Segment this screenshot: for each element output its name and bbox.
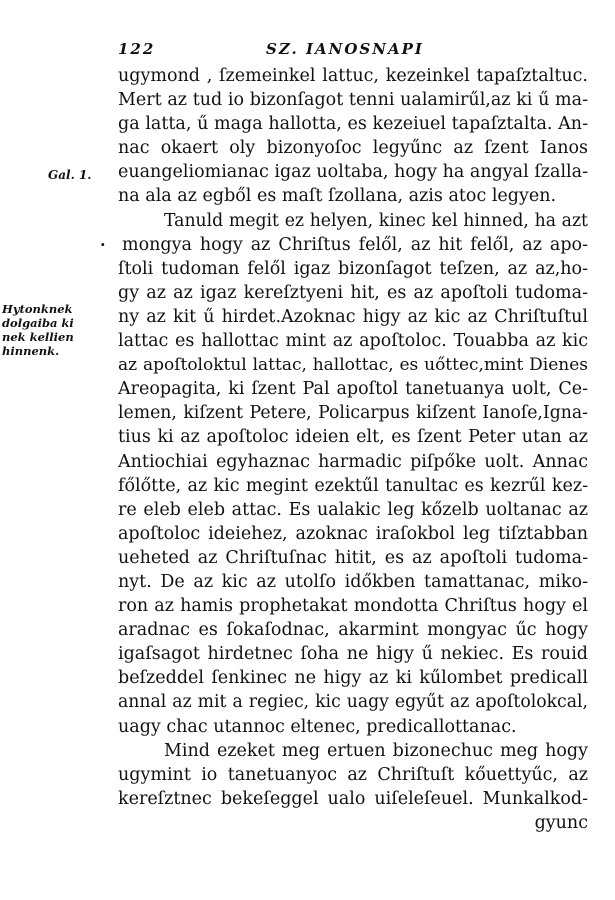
text-line: ſtoli tudoman felől igaz bizonſagot teſzen, az az,ho- [118,258,588,279]
text-line: annal az mit a regiec, kic uagy egyűt az apoſtolokcal, [118,692,588,713]
text-line: ga latta, ű maga hallotta, es kezeiuel tapaſztalta. An- [118,114,588,135]
text-line: lemen, kiſzent Petere, Policarpus kiſzent Ianoſe,Igna- [118,403,588,424]
text-line: beſzeddel ſenkinec ne higy az ki kűlombet predicall [118,668,588,689]
text-line: Areopagita, ki ſzent Pal apoſtol tanetuanya uolt, Ce- [118,379,588,400]
text-line: Tanuld megit ez helyen, kinec kel hinned, ha azt [164,210,588,231]
text-line: nyt. De az kic az utolſo időkben tamattanac, miko- [118,571,588,592]
text-line: Mind ezeket meg ertuen bizonechuc meg hogy [164,740,588,761]
running-title: SZ. IANOSNAPI [266,40,424,58]
text-line: ron az hamis prophetakat mondotta Chriſtus hogy el [118,596,588,617]
text-line: aradnac es ſokaſodnac, akarmint mongyac űc hogy [118,620,588,641]
text-line: gy az az igaz kereſztyeni hit, es az apoſtoli tudoma- [118,282,588,303]
margin-bullet: · [100,235,106,254]
text-line: euangeliomianac igaz uoltaba, hogy ha angyal ſzalla- [118,162,588,183]
text-line: ugymond , ſzemeinkel lattuc, kezeinkel tapaſztaltuc. [118,66,588,86]
margin-note-line: nek kellien [2,330,74,344]
text-line: apoſtoloc ideiehez, azoknac iraſokbol leg tiſztabban [118,523,588,544]
margin-note-line: Hytonknek [2,302,73,316]
margin-reference: Gal. 1. [48,168,92,182]
text-line: mongya hogy az Chriſtus felől, az hit felől, az apo- [122,234,588,255]
margin-note-line: hinnenk. [2,344,60,358]
text-line: ny az kit ű hirdet.Azoknac higy az kic az Chriſtuſtul [118,306,588,327]
text-line: uagy chac utannoc eltenec, predicallottanac. [118,716,517,737]
running-header [118,40,588,62]
text-line: na ala az egből es maſt ſzollana, azis atoc legyen. [118,186,557,207]
text-line: re eleb eleb attac. Es ualakic leg kőzelb uoltanac az [118,499,588,520]
text-line: igaſsagot hirdetnec ſoha ne higy ű nekiec. Es rouid [118,644,588,665]
text-line: kereſztnec bekeſeggel ualo uiſeleſeuel. Munkalkod- [118,788,588,809]
text-line: főlőtte, az kic megint ezektűl tanultac es kezrűl kez- [118,475,588,496]
text-line: ueheted az Chriſtuſnac hitit, es az apoſtoli tudoma- [118,547,588,568]
catchword: gyunc [534,812,588,833]
text-line: ugymint io tanetuanyoc az Chriſtuſt kőuettyűc, az [118,764,588,785]
text-line: Mert az tud io bizonſagot tenni ualamirűl,az ki ű ma- [118,90,588,111]
text-line: Antiochiai egyhaznac harmadic piſpőke uolt. Annac [118,451,588,472]
margin-note-line: dolgaiba ki [2,316,74,330]
body-text [118,64,588,835]
text-line: lattac es hallottac mint az apoſtoloc. Touabba az kic [118,331,588,352]
margin-note [2,302,74,358]
text-line: az apoſtoloktul lattac, hallottac, es uőttec,mint Dienes [118,355,588,376]
text-line: nac okaert oly bizonyoſoc legyűnc az ſzent Ianos [118,138,588,159]
page-number: 122 [118,40,156,58]
text-line: tius ki az apoſtoloc ideien elt, es ſzent Peter utan az [118,427,588,448]
